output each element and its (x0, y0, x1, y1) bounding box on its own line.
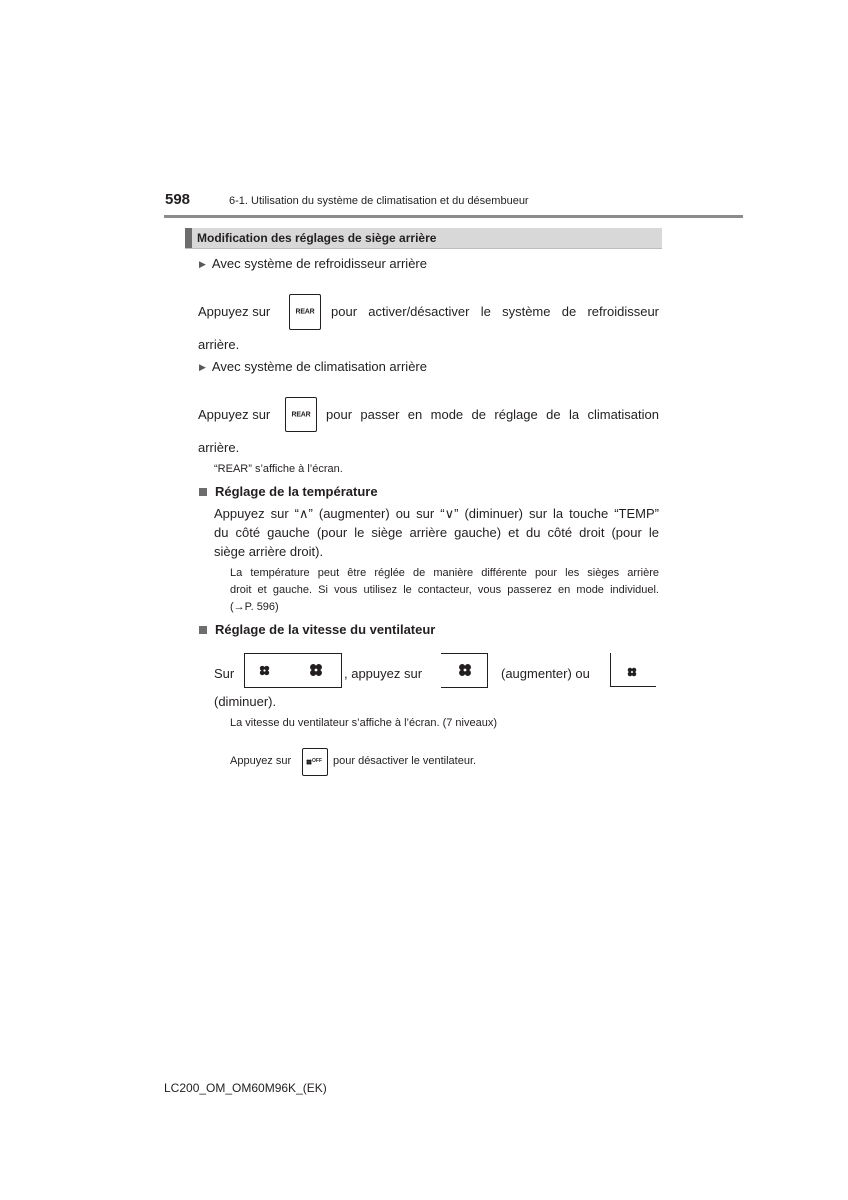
rear-cooler-text-wrap: arrière. (198, 337, 240, 352)
fan-large-icon (309, 663, 323, 677)
temperature-note-line-2: droit et gauche. Si vous utilisez le contacteur, vous passerez en mode individuel. (230, 584, 659, 596)
fan-heading (199, 622, 435, 637)
fan-text-augmenter: (augmenter) ou (501, 666, 590, 681)
fan-off-button (302, 748, 328, 776)
temperature-line-1: Appuyez sur “∧” (augmenter) ou sur “∨” (diminuer) sur la touche “TEMP” (214, 506, 659, 521)
rear-button (285, 397, 317, 432)
fan-text-appuyez: , appuyez sur (344, 666, 423, 681)
page-number: 598 (165, 191, 191, 208)
temperature-heading-text: Réglage de la température (215, 484, 378, 499)
square-bullet-icon (199, 626, 207, 634)
section-rule (185, 248, 662, 249)
temperature-note-line-3: (→P. 596) (230, 601, 279, 613)
fan-speed-rocker-button (244, 653, 342, 688)
rear-button-label: REAR (295, 308, 315, 316)
triangle-bullet-icon: ▶ (199, 362, 206, 372)
rear-cooler-text-before: Appuyez sur (198, 304, 271, 319)
fan-off-button-label: OFF (312, 758, 322, 764)
fan-small-icon (627, 667, 637, 677)
fan-increase-button (441, 653, 488, 688)
fan-heading-text: Réglage de la vitesse du ventilateur (215, 622, 436, 637)
fan-text-diminuer: (diminuer). (214, 694, 277, 709)
fan-small-icon (259, 665, 270, 676)
bullet-rear-cooler (199, 256, 427, 271)
fan-large-icon (458, 663, 472, 677)
rear-ac-text-before: Appuyez sur (198, 407, 271, 422)
fan-text-sur: Sur (214, 666, 235, 681)
fan-off-text-after: pour désactiver le ventilateur. (333, 755, 477, 767)
temperature-note-line-1: La température peut être réglée de manière différente pour les sièges arrière (230, 567, 659, 579)
bullet-text: Avec système de climatisation arrière (211, 359, 427, 374)
rear-cooler-text-after: pour activer/désactiver le système de refroidisseur (331, 304, 659, 319)
fan-off-text-before: Appuyez sur (230, 755, 292, 767)
fan-note: La vitesse du ventilateur s’affiche à l’écran. (7 niveaux) (230, 717, 497, 729)
rear-ac-note: “REAR” s’affiche à l’écran. (214, 463, 343, 475)
rear-button-label: REAR (291, 411, 311, 418)
rear-ac-text-wrap: arrière. (198, 440, 240, 455)
bullet-rear-ac (199, 359, 427, 374)
chapter-title: 6-1. Utilisation du système de climatisation et du désembueur (229, 195, 529, 207)
temperature-heading (199, 484, 378, 499)
rear-ac-text-after: pour passer en mode de réglage de la climatisation (326, 407, 659, 422)
square-bullet-icon (199, 488, 207, 496)
rear-button (289, 294, 321, 330)
temperature-line-2: du côté gauche (pour le siège arrière gauche) et du côté droit (pour le (214, 525, 659, 540)
section-title: Modification des réglages de siège arrière (197, 231, 437, 245)
section-heading-bar (185, 228, 662, 248)
fan-decrease-button (610, 653, 656, 687)
triangle-bullet-icon: ▶ (199, 259, 206, 269)
document-code: LC200_OM_OM60M96K_(EK) (164, 1081, 327, 1095)
section-accent (185, 228, 192, 248)
header-rule (164, 215, 743, 218)
bullet-text: Avec système de refroidisseur arrière (211, 256, 427, 271)
temperature-line-3: siège arrière droit). (214, 544, 324, 559)
